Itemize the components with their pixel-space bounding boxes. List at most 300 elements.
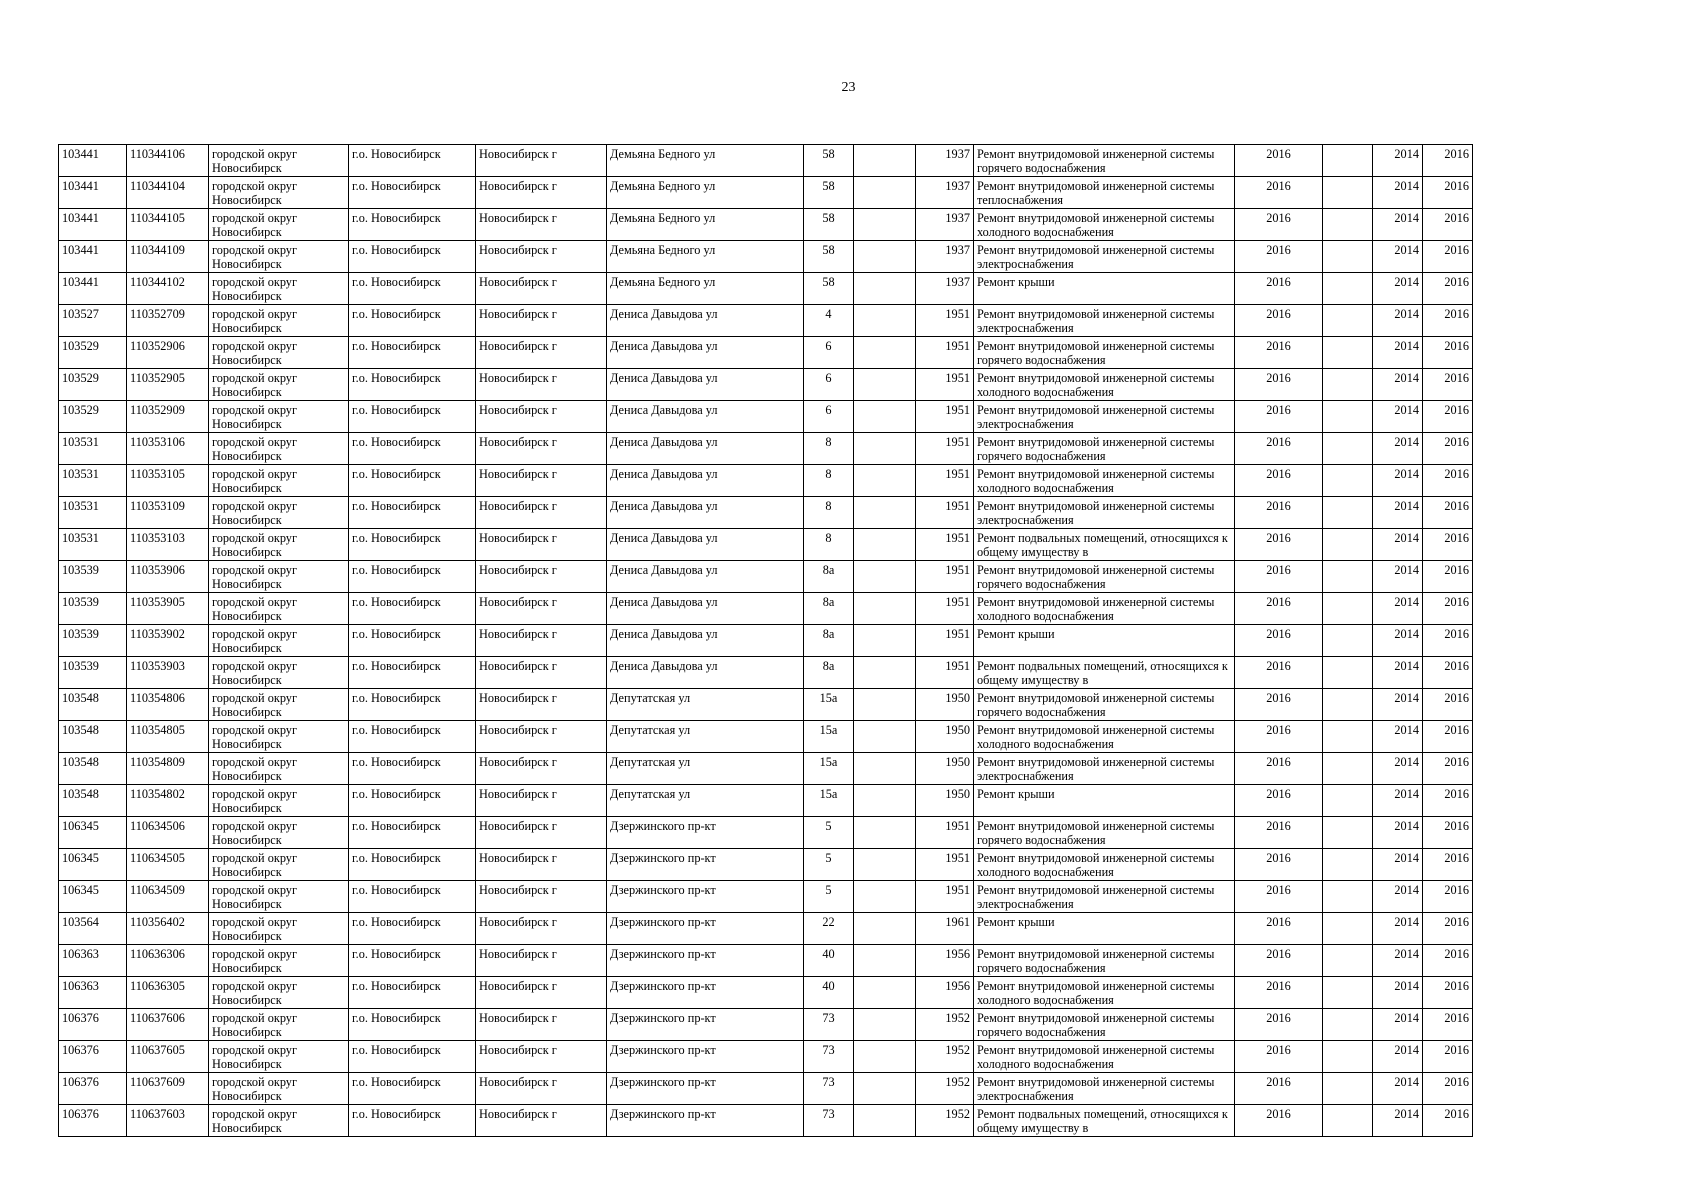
cell-period-start: 2014 [1373,177,1423,209]
cell-blank-column [1323,369,1373,401]
cell-blank-column [1323,1041,1373,1073]
cell-street: Дениса Давыдова ул [607,657,804,689]
cell-street: Демьяна Бедного ул [607,177,804,209]
cell-house-id: 103531 [59,433,127,465]
cell-plan-year: 2016 [1235,561,1323,593]
cell-work-id: 110354802 [127,785,209,817]
cell-settlement: г.о. Новосибирск [349,913,476,945]
cell-blank-column [1323,977,1373,1009]
cell-house-id: 103529 [59,369,127,401]
cell-building [854,593,916,625]
repair-schedule-table [58,144,1473,1137]
cell-city: Новосибирск г [476,913,607,945]
cell-work-type: Ремонт внутридомовой инженерной системы горячего водоснабжения [974,561,1235,593]
cell-street: Дзержинского пр-кт [607,913,804,945]
table-row [59,945,1473,977]
cell-house-id: 103441 [59,241,127,273]
cell-house-id: 103548 [59,689,127,721]
cell-year-built: 1950 [916,753,974,785]
cell-year-built: 1951 [916,369,974,401]
cell-municipal-district: городской округ Новосибирск [209,785,349,817]
cell-street: Дзержинского пр-кт [607,1009,804,1041]
cell-work-id: 110344105 [127,209,209,241]
cell-plan-year: 2016 [1235,145,1323,177]
cell-building [854,497,916,529]
cell-municipal-district: городской округ Новосибирск [209,657,349,689]
cell-period-end: 2016 [1423,177,1473,209]
table-row [59,465,1473,497]
cell-city: Новосибирск г [476,305,607,337]
cell-work-id: 110354805 [127,721,209,753]
cell-work-id: 110353903 [127,657,209,689]
cell-street: Дзержинского пр-кт [607,817,804,849]
table-row [59,241,1473,273]
cell-plan-year: 2016 [1235,241,1323,273]
cell-period-start: 2014 [1373,977,1423,1009]
cell-house-id: 103529 [59,401,127,433]
cell-plan-year: 2016 [1235,657,1323,689]
cell-house-number: 8а [804,561,854,593]
table-row [59,881,1473,913]
cell-city: Новосибирск г [476,465,607,497]
cell-period-end: 2016 [1423,881,1473,913]
cell-house-number: 73 [804,1041,854,1073]
cell-settlement: г.о. Новосибирск [349,1041,476,1073]
cell-house-id: 103529 [59,337,127,369]
table-row [59,209,1473,241]
cell-municipal-district: городской округ Новосибирск [209,529,349,561]
cell-house-id: 103441 [59,177,127,209]
cell-municipal-district: городской округ Новосибирск [209,753,349,785]
cell-settlement: г.о. Новосибирск [349,721,476,753]
table-row [59,497,1473,529]
cell-municipal-district: городской округ Новосибирск [209,145,349,177]
cell-year-built: 1961 [916,913,974,945]
cell-plan-year: 2016 [1235,401,1323,433]
cell-period-end: 2016 [1423,1073,1473,1105]
cell-period-start: 2014 [1373,145,1423,177]
cell-city: Новосибирск г [476,497,607,529]
cell-house-id: 103564 [59,913,127,945]
cell-settlement: г.о. Новосибирск [349,1105,476,1137]
cell-blank-column [1323,1105,1373,1137]
cell-street: Дзержинского пр-кт [607,945,804,977]
cell-house-number: 6 [804,369,854,401]
cell-blank-column [1323,529,1373,561]
cell-work-id: 110637606 [127,1009,209,1041]
cell-settlement: г.о. Новосибирск [349,497,476,529]
cell-plan-year: 2016 [1235,945,1323,977]
cell-house-number: 40 [804,945,854,977]
cell-period-end: 2016 [1423,657,1473,689]
cell-building [854,1009,916,1041]
cell-house-number: 58 [804,177,854,209]
cell-period-end: 2016 [1423,721,1473,753]
cell-house-id: 106345 [59,881,127,913]
cell-year-built: 1950 [916,689,974,721]
cell-plan-year: 2016 [1235,1105,1323,1137]
cell-blank-column [1323,849,1373,881]
cell-work-type: Ремонт внутридомовой инженерной системы холодного водоснабжения [974,1041,1235,1073]
cell-house-number: 8 [804,529,854,561]
cell-period-start: 2014 [1373,1041,1423,1073]
cell-work-type: Ремонт внутридомовой инженерной системы холодного водоснабжения [974,849,1235,881]
table-row [59,1041,1473,1073]
cell-municipal-district: городской округ Новосибирск [209,241,349,273]
cell-house-number: 6 [804,401,854,433]
cell-city: Новосибирск г [476,209,607,241]
cell-work-type: Ремонт внутридомовой инженерной системы холодного водоснабжения [974,977,1235,1009]
cell-house-number: 5 [804,817,854,849]
cell-work-type: Ремонт подвальных помещений, относящихся к общему имуществу в [974,1105,1235,1137]
cell-municipal-district: городской округ Новосибирск [209,625,349,657]
table-row [59,529,1473,561]
cell-building [854,785,916,817]
cell-year-built: 1951 [916,881,974,913]
cell-settlement: г.о. Новосибирск [349,785,476,817]
cell-period-start: 2014 [1373,945,1423,977]
cell-blank-column [1323,913,1373,945]
cell-work-type: Ремонт внутридомовой инженерной системы горячего водоснабжения [974,433,1235,465]
cell-settlement: г.о. Новосибирск [349,753,476,785]
cell-period-end: 2016 [1423,465,1473,497]
cell-plan-year: 2016 [1235,721,1323,753]
cell-blank-column [1323,625,1373,657]
cell-municipal-district: городской округ Новосибирск [209,945,349,977]
cell-house-id: 103441 [59,145,127,177]
cell-settlement: г.о. Новосибирск [349,177,476,209]
cell-blank-column [1323,945,1373,977]
cell-year-built: 1956 [916,945,974,977]
cell-building [854,881,916,913]
cell-house-number: 73 [804,1105,854,1137]
cell-municipal-district: городской округ Новосибирск [209,401,349,433]
cell-street: Депутатская ул [607,721,804,753]
cell-house-id: 103441 [59,273,127,305]
cell-building [854,337,916,369]
cell-settlement: г.о. Новосибирск [349,209,476,241]
cell-municipal-district: городской округ Новосибирск [209,177,349,209]
cell-work-type: Ремонт подвальных помещений, относящихся к общему имуществу в [974,529,1235,561]
cell-period-end: 2016 [1423,849,1473,881]
cell-period-start: 2014 [1373,913,1423,945]
table-row [59,913,1473,945]
cell-work-id: 110353103 [127,529,209,561]
cell-house-id: 106376 [59,1041,127,1073]
cell-city: Новосибирск г [476,433,607,465]
cell-municipal-district: городской округ Новосибирск [209,881,349,913]
cell-building [854,241,916,273]
cell-work-id: 110636306 [127,945,209,977]
cell-year-built: 1951 [916,465,974,497]
cell-period-start: 2014 [1373,529,1423,561]
cell-blank-column [1323,689,1373,721]
table-row [59,817,1473,849]
cell-house-id: 106345 [59,849,127,881]
cell-year-built: 1952 [916,1073,974,1105]
cell-street: Дениса Давыдова ул [607,433,804,465]
cell-house-id: 106363 [59,945,127,977]
cell-house-id: 103531 [59,465,127,497]
cell-building [854,1105,916,1137]
cell-work-id: 110637609 [127,1073,209,1105]
cell-settlement: г.о. Новосибирск [349,977,476,1009]
cell-street: Демьяна Бедного ул [607,273,804,305]
cell-plan-year: 2016 [1235,529,1323,561]
cell-year-built: 1950 [916,785,974,817]
table-row [59,785,1473,817]
cell-house-id: 106376 [59,1009,127,1041]
table-row [59,177,1473,209]
cell-municipal-district: городской округ Новосибирск [209,209,349,241]
cell-street: Демьяна Бедного ул [607,241,804,273]
cell-period-end: 2016 [1423,1105,1473,1137]
cell-work-type: Ремонт крыши [974,273,1235,305]
cell-city: Новосибирск г [476,593,607,625]
cell-house-id: 103527 [59,305,127,337]
cell-street: Дениса Давыдова ул [607,625,804,657]
cell-work-type: Ремонт крыши [974,625,1235,657]
cell-settlement: г.о. Новосибирск [349,561,476,593]
cell-municipal-district: городской округ Новосибирск [209,689,349,721]
cell-house-number: 4 [804,305,854,337]
cell-plan-year: 2016 [1235,849,1323,881]
cell-municipal-district: городской округ Новосибирск [209,1105,349,1137]
cell-period-end: 2016 [1423,241,1473,273]
cell-street: Дзержинского пр-кт [607,1041,804,1073]
cell-building [854,657,916,689]
cell-work-type: Ремонт внутридомовой инженерной системы холодного водоснабжения [974,465,1235,497]
cell-plan-year: 2016 [1235,209,1323,241]
cell-work-id: 110636305 [127,977,209,1009]
cell-year-built: 1951 [916,337,974,369]
cell-period-end: 2016 [1423,497,1473,529]
cell-work-type: Ремонт внутридомовой инженерной системы электроснабжения [974,305,1235,337]
cell-street: Дзержинского пр-кт [607,881,804,913]
cell-house-number: 8а [804,625,854,657]
cell-period-start: 2014 [1373,689,1423,721]
cell-blank-column [1323,337,1373,369]
cell-settlement: г.о. Новосибирск [349,145,476,177]
cell-period-end: 2016 [1423,369,1473,401]
cell-plan-year: 2016 [1235,881,1323,913]
table-row [59,433,1473,465]
cell-plan-year: 2016 [1235,913,1323,945]
cell-municipal-district: городской округ Новосибирск [209,817,349,849]
cell-settlement: г.о. Новосибирск [349,241,476,273]
cell-period-start: 2014 [1373,209,1423,241]
table-row [59,1105,1473,1137]
cell-blank-column [1323,209,1373,241]
cell-building [854,529,916,561]
cell-settlement: г.о. Новосибирск [349,273,476,305]
cell-city: Новосибирск г [476,753,607,785]
cell-year-built: 1956 [916,977,974,1009]
cell-house-id: 103441 [59,209,127,241]
cell-street: Дениса Давыдова ул [607,561,804,593]
cell-plan-year: 2016 [1235,1041,1323,1073]
cell-house-number: 58 [804,273,854,305]
cell-building [854,369,916,401]
cell-settlement: г.о. Новосибирск [349,369,476,401]
cell-house-number: 22 [804,913,854,945]
cell-period-end: 2016 [1423,817,1473,849]
cell-plan-year: 2016 [1235,817,1323,849]
cell-work-type: Ремонт внутридомовой инженерной системы горячего водоснабжения [974,337,1235,369]
cell-blank-column [1323,1073,1373,1105]
cell-house-id: 103539 [59,593,127,625]
cell-blank-column [1323,721,1373,753]
cell-period-end: 2016 [1423,689,1473,721]
table-row [59,1073,1473,1105]
cell-plan-year: 2016 [1235,273,1323,305]
cell-house-number: 15а [804,721,854,753]
table-row [59,657,1473,689]
cell-municipal-district: городской округ Новосибирск [209,593,349,625]
cell-house-number: 73 [804,1073,854,1105]
table-row [59,145,1473,177]
cell-period-end: 2016 [1423,913,1473,945]
cell-year-built: 1951 [916,657,974,689]
cell-plan-year: 2016 [1235,305,1323,337]
cell-municipal-district: городской округ Новосибирск [209,465,349,497]
cell-work-id: 110352906 [127,337,209,369]
cell-city: Новосибирск г [476,1105,607,1137]
table-row [59,1009,1473,1041]
cell-work-id: 110637605 [127,1041,209,1073]
cell-plan-year: 2016 [1235,785,1323,817]
cell-city: Новосибирск г [476,849,607,881]
cell-work-type: Ремонт внутридомовой инженерной системы теплоснабжения [974,177,1235,209]
cell-period-end: 2016 [1423,785,1473,817]
table-row [59,721,1473,753]
cell-year-built: 1952 [916,1105,974,1137]
cell-period-end: 2016 [1423,273,1473,305]
cell-plan-year: 2016 [1235,177,1323,209]
cell-house-id: 103539 [59,657,127,689]
cell-period-start: 2014 [1373,849,1423,881]
cell-municipal-district: городской округ Новосибирск [209,369,349,401]
cell-work-type: Ремонт внутридомовой инженерной системы горячего водоснабжения [974,1009,1235,1041]
cell-city: Новосибирск г [476,1041,607,1073]
cell-plan-year: 2016 [1235,689,1323,721]
cell-work-id: 110354806 [127,689,209,721]
cell-work-type: Ремонт внутридомовой инженерной системы электроснабжения [974,241,1235,273]
cell-work-type: Ремонт внутридомовой инженерной системы электроснабжения [974,1073,1235,1105]
cell-plan-year: 2016 [1235,337,1323,369]
cell-work-id: 110354809 [127,753,209,785]
cell-year-built: 1951 [916,401,974,433]
cell-blank-column [1323,273,1373,305]
cell-city: Новосибирск г [476,369,607,401]
cell-year-built: 1951 [916,817,974,849]
cell-work-type: Ремонт внутридомовой инженерной системы электроснабжения [974,881,1235,913]
cell-building [854,177,916,209]
cell-period-start: 2014 [1373,1073,1423,1105]
cell-house-number: 58 [804,241,854,273]
cell-blank-column [1323,817,1373,849]
cell-blank-column [1323,465,1373,497]
cell-work-id: 110344106 [127,145,209,177]
cell-city: Новосибирск г [476,625,607,657]
cell-year-built: 1951 [916,529,974,561]
cell-year-built: 1951 [916,593,974,625]
cell-blank-column [1323,497,1373,529]
table-row [59,977,1473,1009]
cell-house-id: 103548 [59,785,127,817]
cell-city: Новосибирск г [476,817,607,849]
cell-building [854,849,916,881]
cell-settlement: г.о. Новосибирск [349,945,476,977]
cell-blank-column [1323,561,1373,593]
table-row [59,625,1473,657]
cell-period-start: 2014 [1373,465,1423,497]
cell-work-id: 110353109 [127,497,209,529]
cell-street: Дзержинского пр-кт [607,849,804,881]
cell-period-start: 2014 [1373,817,1423,849]
cell-year-built: 1937 [916,145,974,177]
cell-house-number: 5 [804,881,854,913]
cell-work-id: 110344104 [127,177,209,209]
cell-building [854,401,916,433]
cell-settlement: г.о. Новосибирск [349,401,476,433]
cell-street: Дениса Давыдова ул [607,337,804,369]
cell-city: Новосибирск г [476,1009,607,1041]
cell-period-start: 2014 [1373,561,1423,593]
cell-building [854,305,916,337]
cell-period-end: 2016 [1423,593,1473,625]
cell-period-end: 2016 [1423,561,1473,593]
cell-city: Новосибирск г [476,785,607,817]
cell-work-id: 110637603 [127,1105,209,1137]
cell-building [854,145,916,177]
cell-building [854,721,916,753]
cell-period-end: 2016 [1423,433,1473,465]
cell-settlement: г.о. Новосибирск [349,433,476,465]
cell-building [854,273,916,305]
cell-period-start: 2014 [1373,753,1423,785]
table-row [59,337,1473,369]
cell-municipal-district: городской округ Новосибирск [209,977,349,1009]
cell-street: Дзержинского пр-кт [607,977,804,1009]
cell-plan-year: 2016 [1235,753,1323,785]
cell-building [854,977,916,1009]
cell-blank-column [1323,593,1373,625]
cell-house-number: 15а [804,785,854,817]
cell-work-id: 110352905 [127,369,209,401]
cell-house-number: 8а [804,657,854,689]
cell-municipal-district: городской округ Новосибирск [209,849,349,881]
cell-municipal-district: городской округ Новосибирск [209,305,349,337]
table-row [59,593,1473,625]
cell-period-end: 2016 [1423,1041,1473,1073]
cell-blank-column [1323,145,1373,177]
cell-year-built: 1937 [916,273,974,305]
cell-period-start: 2014 [1373,433,1423,465]
cell-city: Новосибирск г [476,177,607,209]
cell-city: Новосибирск г [476,945,607,977]
table-row [59,401,1473,433]
table-row [59,849,1473,881]
cell-work-type: Ремонт внутридомовой инженерной системы холодного водоснабжения [974,721,1235,753]
cell-plan-year: 2016 [1235,465,1323,497]
cell-street: Демьяна Бедного ул [607,209,804,241]
cell-settlement: г.о. Новосибирск [349,465,476,497]
cell-period-start: 2014 [1373,785,1423,817]
cell-blank-column [1323,1009,1373,1041]
cell-work-type: Ремонт внутридомовой инженерной системы горячего водоснабжения [974,145,1235,177]
cell-year-built: 1937 [916,241,974,273]
